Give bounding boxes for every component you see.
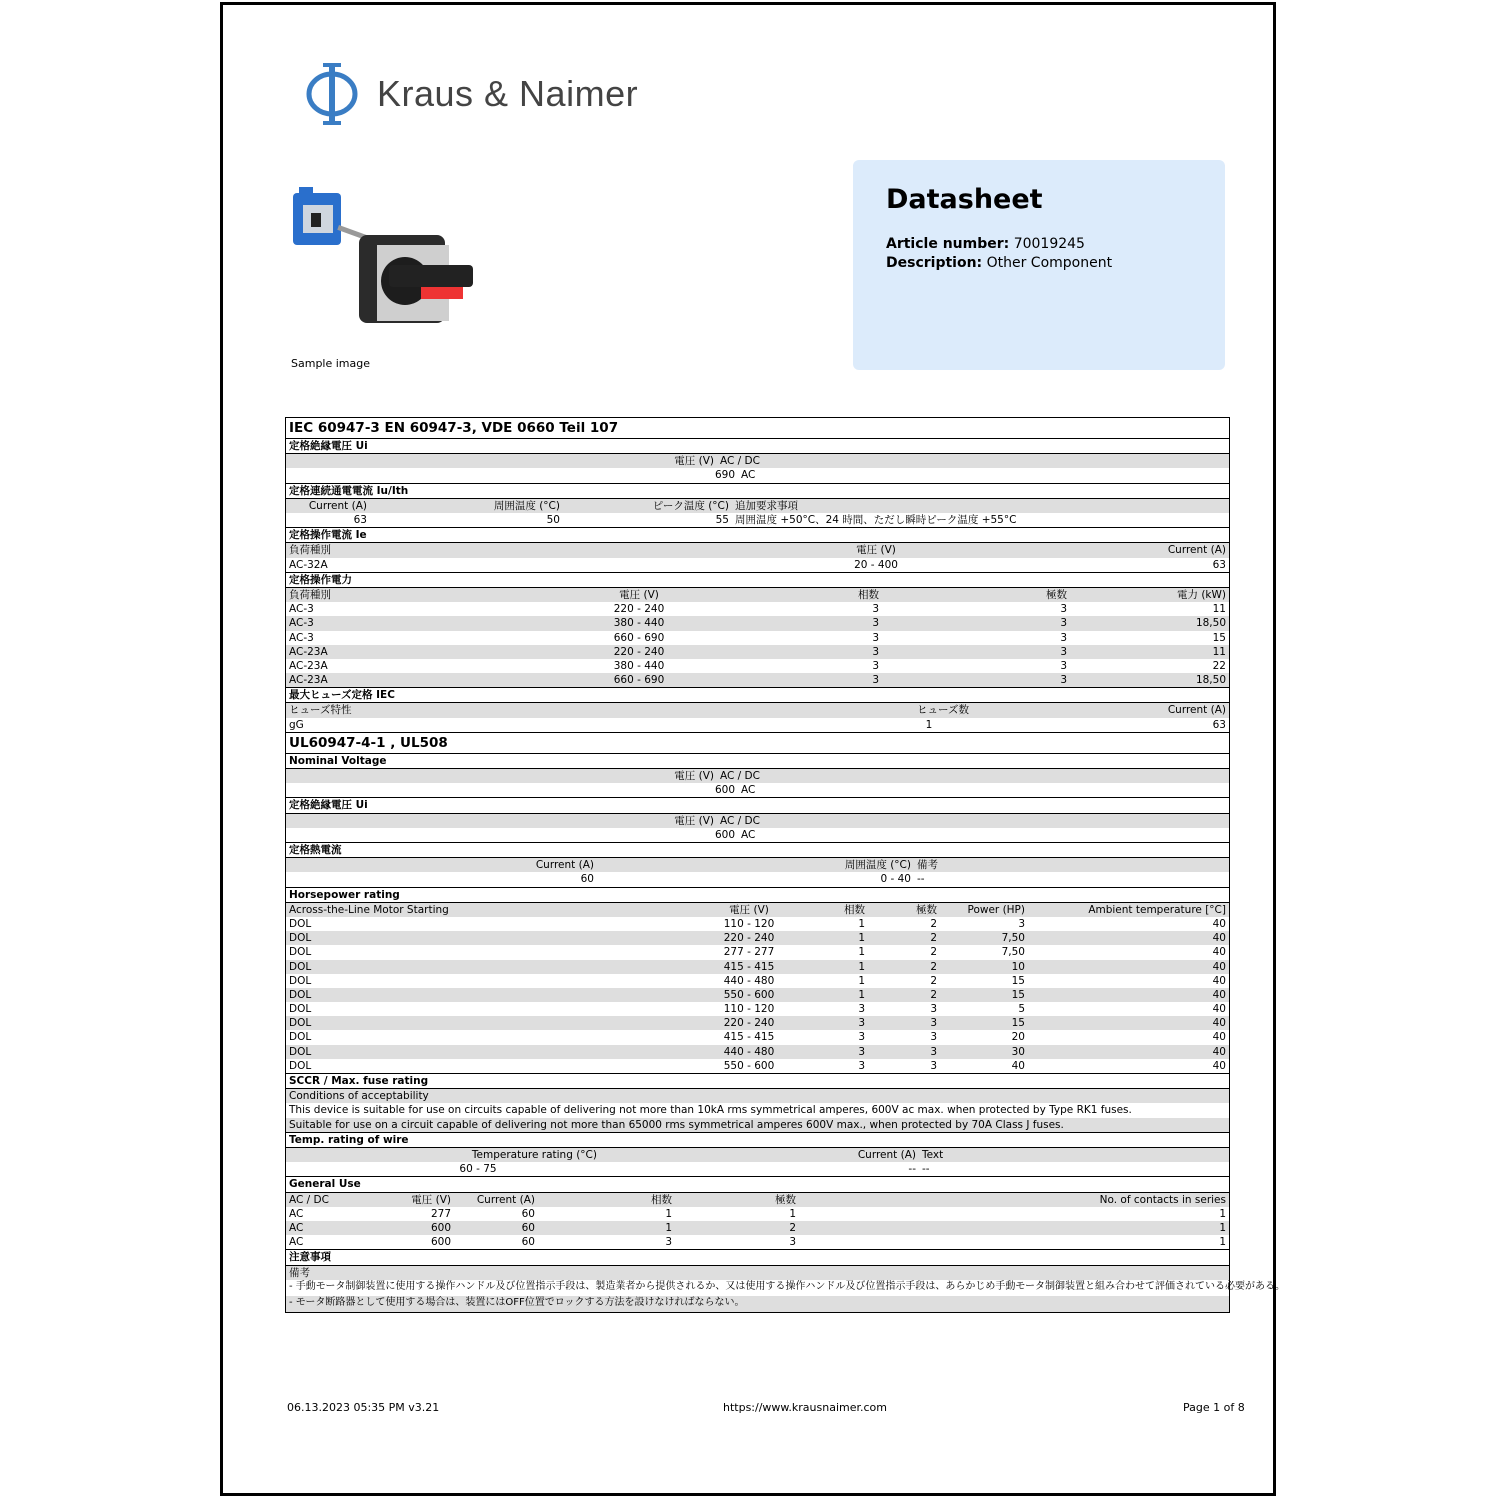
subsection-title: 定格絶縁電圧 Ui <box>286 439 1229 454</box>
table-row: DOL 220 - 240 1 2 7,50 40 <box>286 931 1229 945</box>
subsection-title: 最大ヒューズ定格 IEC <box>286 687 1229 703</box>
table-row: DOL 440 - 480 1 2 15 40 <box>289 974 1226 987</box>
section-title-iec: IEC 60947-3 EN 60947-3, VDE 0660 Teil 107 <box>286 418 1229 439</box>
table-row: DOL 110 - 120 3 3 5 40 <box>289 1003 1226 1016</box>
image-caption: Sample image <box>291 357 371 370</box>
table-row: AC-23A 220 - 240 3 3 11 <box>286 645 1229 659</box>
table-header-row: 負荷種別 電圧 (V) Current (A) <box>286 543 1229 557</box>
table-row: 690 AC <box>714 469 756 482</box>
table-row: DOL 415 - 415 1 2 10 40 <box>286 960 1229 974</box>
table-header-row: Conditions of acceptability <box>286 1089 1229 1103</box>
table-row: Suitable for use on a circuit capable of delivering not more than 65000 rms symmetrical amperes 600V max., when protected by 70A Class J fuses. <box>286 1118 1229 1132</box>
subsection-title: Nominal Voltage <box>286 754 1229 769</box>
table-row: 600 AC <box>714 784 756 797</box>
phi-logo-icon <box>303 61 361 127</box>
table-row: 63 50 55 周囲温度 +50°C、24 時間、ただし瞬時ピーク温度 +55°C <box>353 513 1017 526</box>
table-row: - モータ断路器として使用する場合は、装置にはOFF位置でロックする方法を設けなければならない。 <box>286 1296 1229 1312</box>
table-row: AC-3 380 - 440 3 3 18,50 <box>286 616 1229 630</box>
table-header-row: 電圧 (V) AC / DC <box>286 454 1229 468</box>
datasheet-title: Datasheet <box>886 184 1043 215</box>
table-row: AC 600 60 1 2 1 <box>286 1221 1229 1235</box>
table-row: 600 AC <box>714 828 756 841</box>
table-header-row: AC / DC 電圧 (V) Current (A) 相数 極数 No. of contacts in series <box>286 1193 1229 1207</box>
table-row: AC-23A 380 - 440 3 3 22 <box>289 659 1226 672</box>
table-header-row: 電圧 (V) AC / DC <box>286 814 1229 828</box>
subsection-title: 定格操作電力 <box>286 572 1229 588</box>
table-row: AC 600 60 3 3 1 <box>289 1236 1226 1249</box>
table-row: AC 277 60 1 1 1 <box>289 1207 1226 1220</box>
brand-logo <box>303 59 638 129</box>
subsection-title: 定格連続通電電流 Iu/Ith <box>286 483 1229 499</box>
footer-page-number: Page 1 of 8 <box>1183 1401 1245 1414</box>
table-row: AC-3 660 - 690 3 3 15 <box>289 631 1226 644</box>
subsection-title: Temp. rating of wire <box>286 1132 1229 1148</box>
table-row: 60 - 75 -- -- <box>459 1163 930 1176</box>
table-header-row: 負荷種別 電圧 (V) 相数 極数 電力 (kW) <box>286 588 1229 602</box>
table-header-row: Temperature rating (°C) Current (A) Text <box>286 1148 1229 1162</box>
table-row: DOL 110 - 120 1 2 3 40 <box>289 917 1226 930</box>
table-row: This device is suitable for use on circuits capable of delivering not more than 10kA rms symmetrical amperes, 600V ac max. when protected by Type RK1 fuses. <box>289 1104 1132 1117</box>
spec-table <box>285 417 1285 1313</box>
table-header-row: 備考 <box>286 1266 1229 1280</box>
footer-url[interactable]: https://www.krausnaimer.com <box>723 1401 887 1414</box>
table-row: DOL 277 - 277 1 2 7,50 40 <box>289 946 1226 959</box>
description: Description: Other Component <box>886 255 1113 271</box>
section-title-ul: UL60947-4-1 , UL508 <box>286 732 1229 754</box>
brand-name: Kraus & Naimer <box>377 73 639 114</box>
table-row: DOL 550 - 600 1 2 15 40 <box>286 988 1229 1002</box>
table-row: gG 1 63 <box>289 718 1226 731</box>
table-row: DOL 415 - 415 3 3 20 40 <box>289 1031 1226 1044</box>
table-row: DOL 550 - 600 3 3 40 40 <box>289 1059 1226 1072</box>
table-row: - 手動モータ制御装置に使用する操作ハンドル及び位置指示手段は、製造業者から提供されるか、又は使用する操作ハンドル及び位置指示手段は、あらかじめ手動モータ制御装置と組み合わせて評価されている必要がある。 <box>289 1280 1285 1292</box>
article-number: Article number: 70019245 <box>886 236 1085 252</box>
table-row: DOL 440 - 480 3 3 30 40 <box>286 1045 1229 1059</box>
table-row: AC-23A 660 - 690 3 3 18,50 <box>286 673 1229 687</box>
subsection-title: SCCR / Max. fuse rating <box>286 1073 1229 1089</box>
subsection-title: 注意事項 <box>286 1249 1229 1265</box>
table-row: 60 0 - 40 -- <box>580 873 925 886</box>
datasheet-info-box <box>853 160 1225 370</box>
product-image <box>285 185 475 330</box>
table-header-row: 電圧 (V) AC / DC <box>286 769 1229 783</box>
subsection-title: General Use <box>286 1176 1229 1192</box>
subsection-title: 定格操作電流 Ie <box>286 527 1229 543</box>
subsection-title: 定格熱電流 <box>286 842 1229 858</box>
subsection-title: Horsepower rating <box>286 887 1229 903</box>
table-header-row: Across-the-Line Motor Starting 電圧 (V) 相数 極数 Power (HP) Ambient temperature [°C] <box>286 903 1229 917</box>
table-row: DOL 220 - 240 3 3 15 40 <box>286 1016 1229 1030</box>
table-header-row: Current (A) 周囲温度 (°C) 備考 <box>286 858 1229 872</box>
subsection-title: 定格絶縁電圧 Ui <box>286 797 1229 813</box>
table-row: AC-3 220 - 240 3 3 11 <box>289 603 1226 616</box>
table-header-row: ヒューズ特性 ヒューズ数 Current (A) <box>286 703 1229 717</box>
table-row: AC-32A 20 - 400 63 <box>289 558 1226 571</box>
footer-date: 06.13.2023 05:35 PM v3.21 <box>287 1401 440 1414</box>
datasheet-page <box>220 2 1285 1496</box>
table-header-row: Current (A) 周囲温度 (°C) ピーク温度 (°C) 追加要求事項 <box>286 499 1229 513</box>
